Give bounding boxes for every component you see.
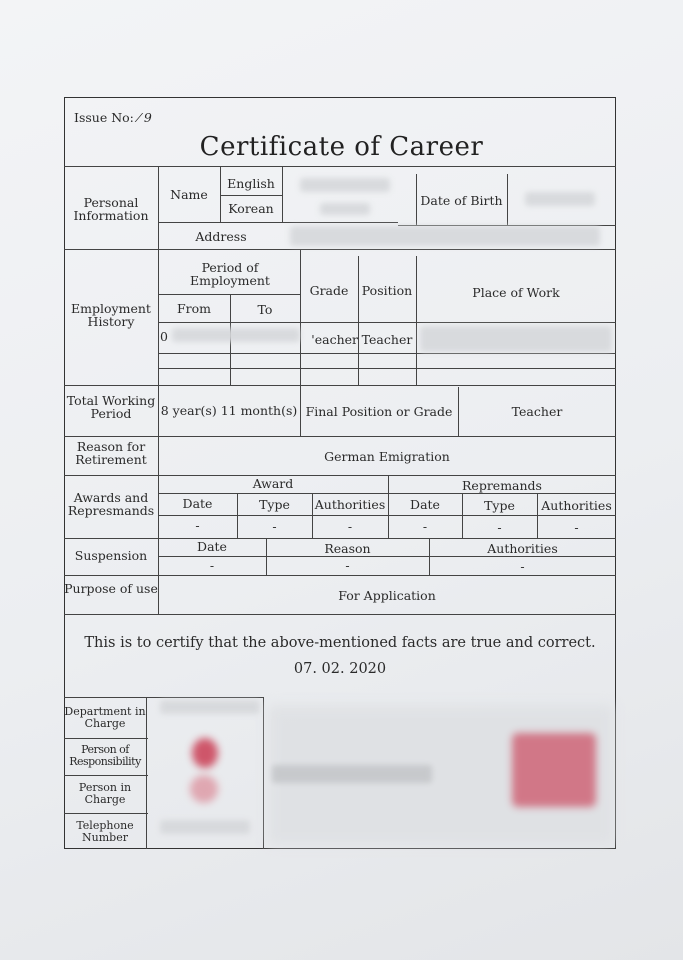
rule [158, 353, 616, 354]
issue-value: ⁄ 9 [137, 110, 152, 125]
award-authorities-value: - [347, 519, 353, 534]
rule [358, 256, 359, 385]
award-authorities-label: Authorities [314, 497, 386, 512]
suspension-authorities-label: Authorities [487, 541, 558, 556]
rule [158, 368, 616, 369]
to-label: To [257, 302, 273, 317]
redacted-korean-name [320, 203, 370, 215]
reprimand-authorities-value: - [574, 520, 579, 535]
certification-statement: This is to certify that the above-mentioned facts are true and correct. [84, 635, 596, 651]
rule [158, 322, 616, 323]
rule [416, 256, 417, 385]
rule [64, 538, 616, 539]
position-label: Position [361, 283, 413, 298]
rule [64, 436, 616, 437]
seal-stamp-faint [190, 775, 218, 803]
redacted-school-name [272, 765, 432, 783]
total-label: Total Working Period [66, 393, 156, 421]
award-date-label: Date [182, 496, 213, 511]
redacted-address [290, 226, 600, 246]
suspension-authorities-value: - [520, 559, 525, 574]
awards-label: Awards and Represmands [67, 490, 155, 518]
reprimand-date-label: Date [410, 497, 440, 512]
rule [220, 195, 282, 196]
redacted-english-name [300, 178, 390, 192]
reprimand-authorities-label: Authorities [541, 498, 612, 513]
rule [300, 249, 301, 385]
redacted-place [420, 326, 612, 352]
certification-date: 07. 02. 2020 [293, 661, 387, 677]
address-label: Address [195, 229, 247, 244]
suspension-reason-label: Reason [324, 541, 371, 556]
person-in-charge-label: Person in Charge [78, 781, 132, 806]
dob-label: Date of Birth [420, 193, 503, 208]
rule [64, 475, 616, 476]
redacted-dates [172, 328, 300, 342]
english-label: English [227, 176, 275, 191]
suspension-date-label: Date [197, 539, 227, 554]
rule [158, 493, 616, 494]
purpose-label: Purpose of use [64, 581, 158, 596]
rule [158, 515, 616, 516]
row1-position: Teacher [361, 332, 413, 347]
award-type-value: - [272, 519, 277, 534]
redacted-department [160, 700, 260, 714]
rule [507, 174, 508, 226]
rule [263, 697, 264, 849]
seal-stamp-small [192, 738, 218, 768]
department-label: Department in Charge [64, 705, 146, 730]
rule [64, 738, 148, 739]
issue-label: Issue No: [74, 110, 138, 125]
rule [64, 575, 616, 576]
final-position-value: Teacher [511, 404, 563, 419]
redacted-dob [525, 192, 595, 206]
rule [64, 697, 264, 698]
award-header: Award [252, 476, 294, 491]
grade-label: Grade [309, 283, 349, 298]
responsibility-label: Person of Responsibility [69, 743, 141, 768]
award-type-label: Type [259, 497, 290, 512]
rule [64, 385, 616, 386]
final-position-label: Final Position or Grade [305, 404, 453, 419]
page-title: Certificate of Career [199, 132, 484, 162]
korean-label: Korean [228, 201, 274, 216]
period-label: Period of Employment [190, 260, 270, 288]
rule [64, 249, 616, 250]
total-value: 8 year(s) 11 month(s) [160, 403, 298, 418]
issue-number [74, 110, 152, 125]
reprimand-type-value: - [497, 520, 502, 535]
suspension-date-value: - [209, 558, 215, 573]
rule [158, 222, 398, 223]
rule [282, 166, 283, 222]
purpose-value: For Application [338, 588, 436, 603]
suspension-label: Suspension [74, 548, 148, 563]
employment-section-label: Employment History [71, 301, 151, 329]
suspension-reason-value: - [345, 558, 350, 573]
reprimand-header: Repremands [462, 478, 542, 493]
reprimand-date-value: - [422, 519, 428, 534]
from-label: From [176, 301, 212, 316]
rule [64, 775, 148, 776]
rule [146, 697, 147, 849]
telephone-label: Telephone Number [76, 819, 134, 844]
school-seal-stamp [512, 733, 596, 807]
reprimand-type-label: Type [484, 498, 515, 513]
personal-section-label: Personal Information [73, 195, 149, 223]
redacted-telephone [160, 820, 250, 834]
award-date-value: - [195, 518, 200, 533]
rule [64, 813, 148, 814]
rule [64, 166, 616, 167]
row1-from: 0 [160, 329, 168, 344]
rule [158, 294, 300, 295]
row1-grade: 'eacher [311, 332, 358, 347]
retirement-label: Reason for Retirement [75, 439, 147, 467]
retirement-value: German Emigration [324, 449, 450, 464]
place-label: Place of Work [472, 285, 560, 300]
name-label: Name [170, 187, 208, 202]
rule [64, 614, 616, 615]
rule [158, 556, 616, 557]
